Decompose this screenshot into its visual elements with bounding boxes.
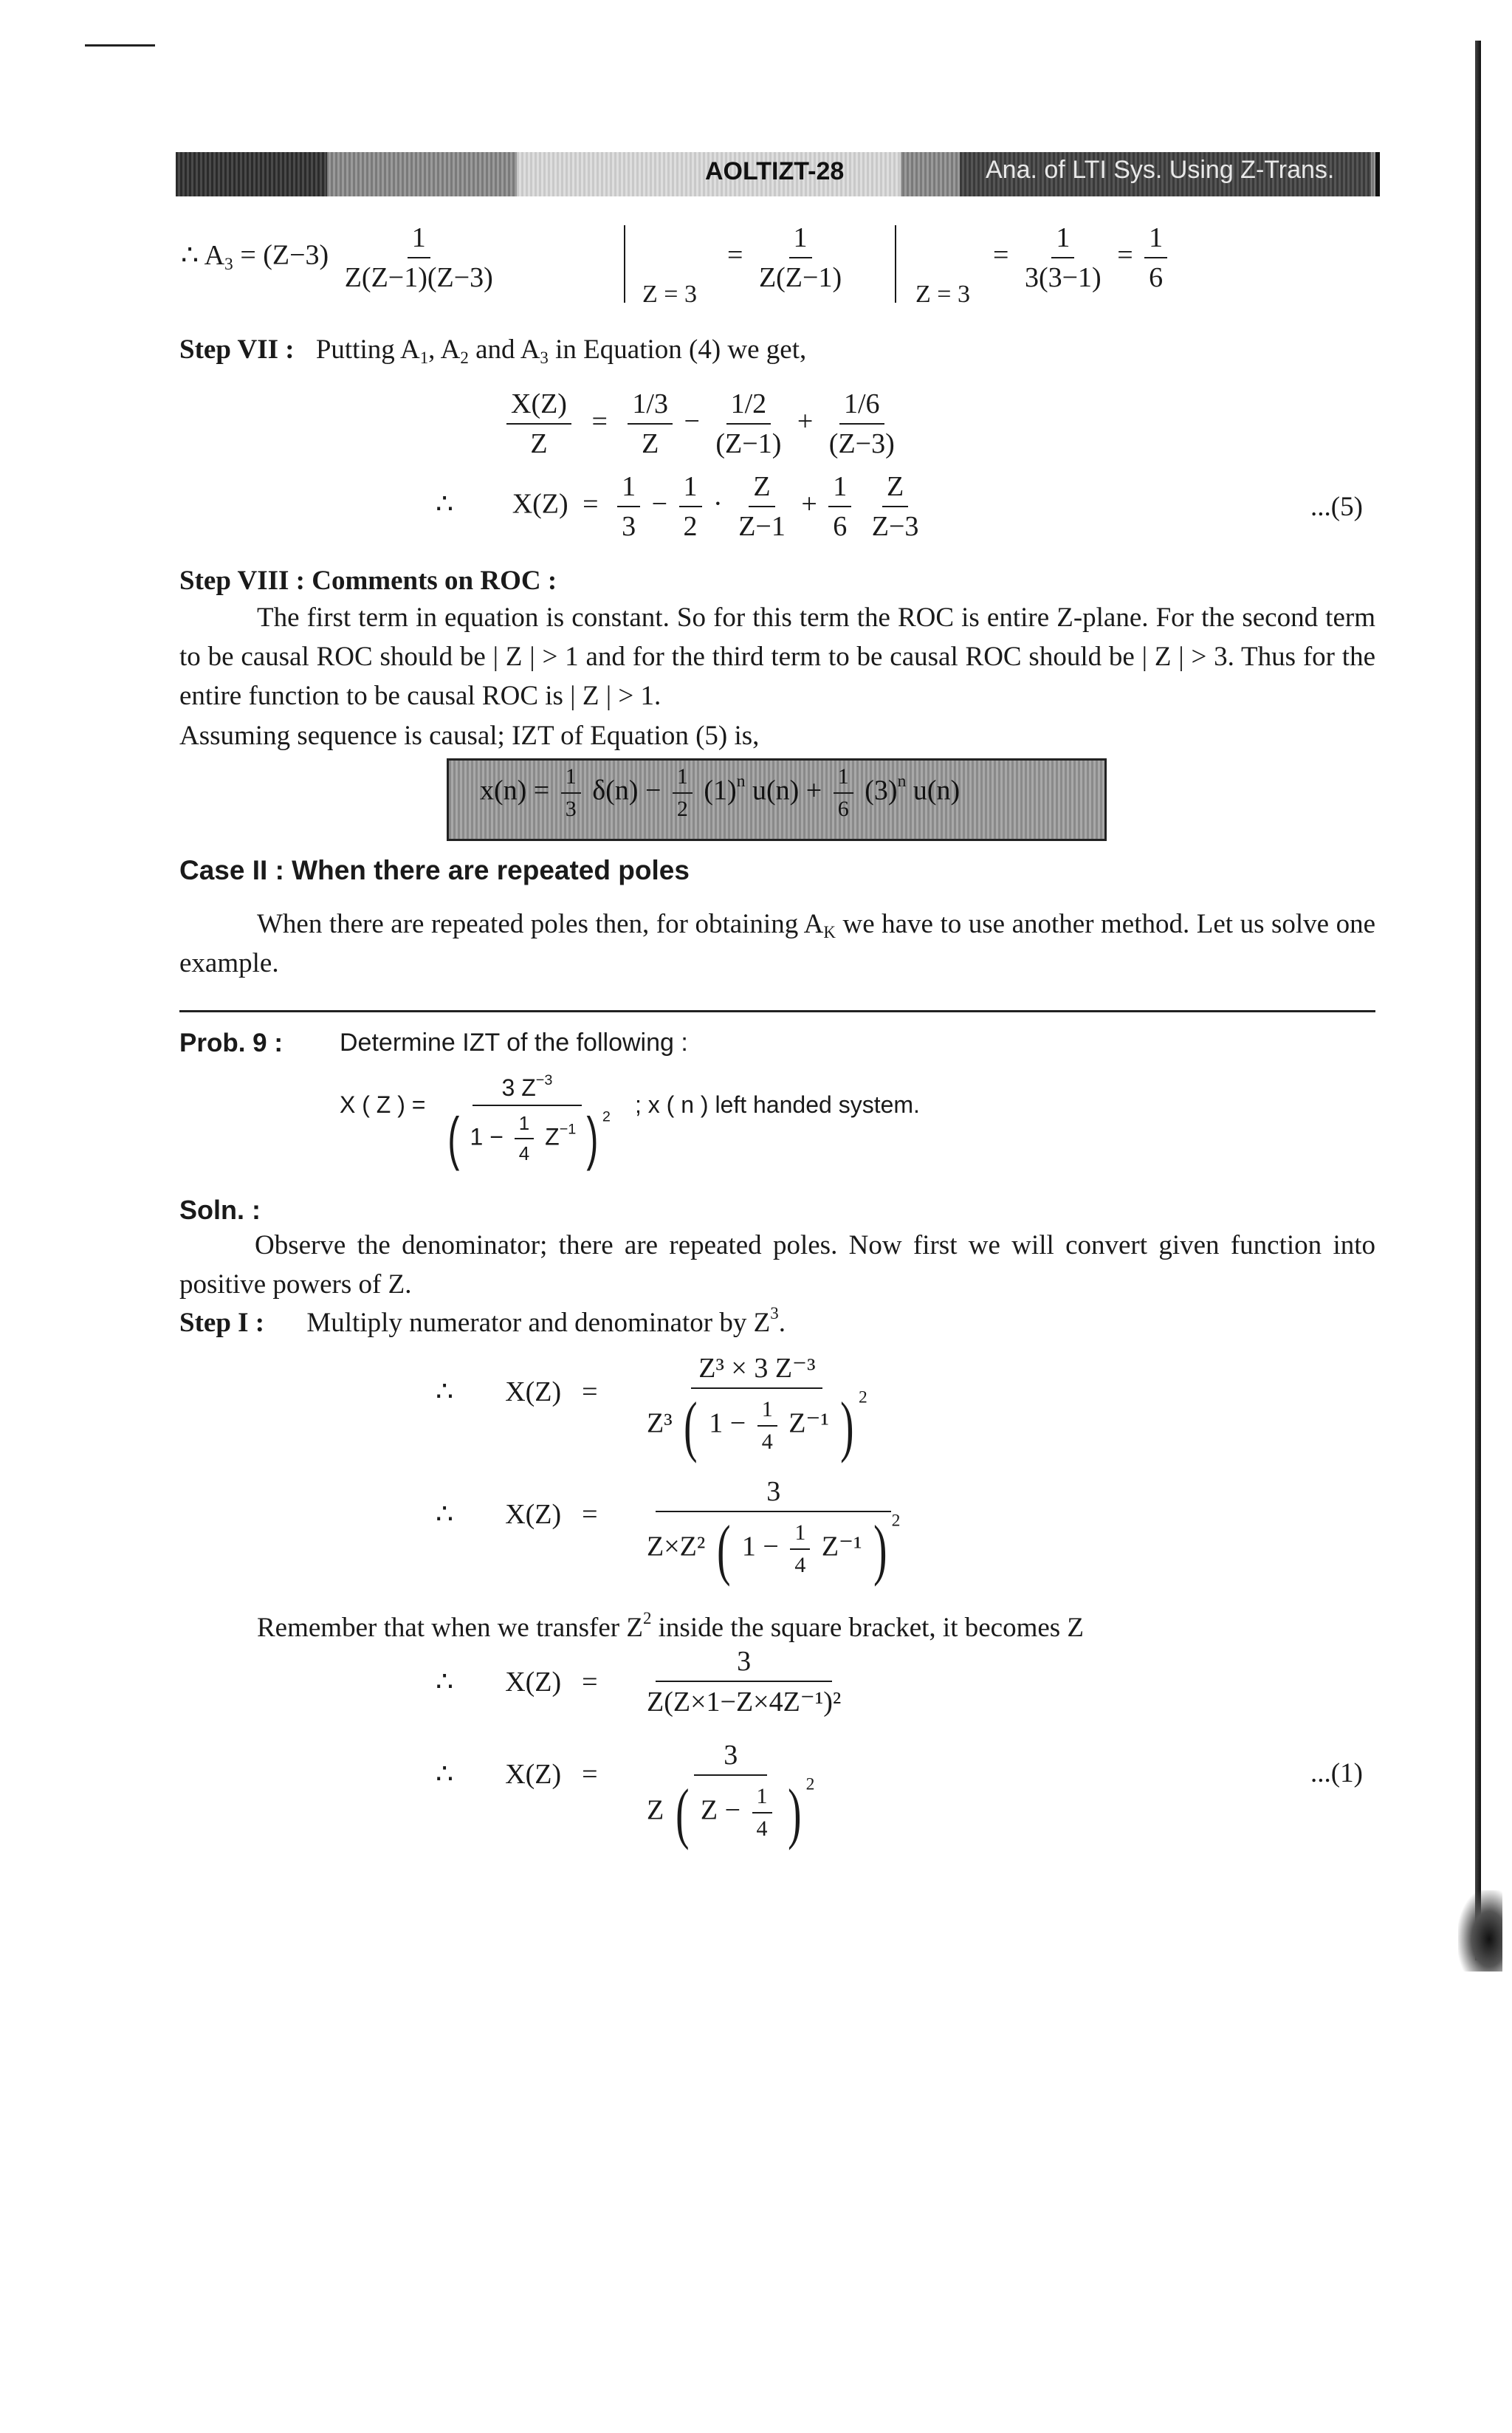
- eq-xz-over-z: $\frac{X(Z)}{Z}$ = $\frac{1/3}{Z}$ − $\frac{1/2}{(Z-1)}$ + $\frac{1/6}{(Z-3)}$: [502, 388, 904, 460]
- eval-bar-2: [895, 225, 896, 303]
- term3-frac: $\frac{1/6}{(Z-3)}$: [828, 388, 895, 459]
- a3-eval-1: Z = 3: [642, 281, 697, 308]
- term1-frac: $\frac{1/3}{Z}$: [628, 388, 673, 460]
- eq-step1-a-lhs: ∴ X(Z) =: [436, 1376, 598, 1407]
- section-divider: [179, 1010, 1375, 1012]
- scan-edge-smudge: [1458, 1890, 1502, 1972]
- term2-frac: $\frac{1/2}{(Z-1)}$: [715, 388, 782, 459]
- step8-heading: Step VIII : Comments on ROC :: [179, 566, 557, 596]
- a3-lhs: ∴ $A_3$: [181, 239, 233, 274]
- soln-paragraph: Observe the denominator; there are repeated poles. Now first we will convert given function into positive powers of Z.: [179, 1230, 1375, 1300]
- scan-edge-shadow: [1475, 41, 1481, 1960]
- step7-line: [179, 334, 806, 366]
- prob9-suffix: ; x ( n ) left handed system.: [635, 1091, 920, 1118]
- eq-step1-b-lhs: ∴ X(Z) =: [436, 1499, 598, 1530]
- eval-bar-1: [624, 225, 625, 303]
- soln-label: Soln. :: [179, 1195, 261, 1225]
- step1-label: Step I :: [179, 1308, 265, 1338]
- case2-heading: Case II : When there are repeated poles: [179, 855, 690, 885]
- eq-d-frac: 3 Z ( Z − $\frac{1}{4}$ ) $^2$: [647, 1740, 815, 1850]
- remember-line: Remember that when we transfer $Z^2$ inside the square bracket, it becomes Z: [257, 1608, 1085, 1643]
- eq-c-frac: $\frac{3}{\text{Z(Z×1−Z×4Z⁻¹)²}}$: [647, 1646, 842, 1717]
- header-chapter-title: Ana. of LTI Sys. Using Z-Trans.: [986, 156, 1335, 184]
- eq-d-lhs: ∴ X(Z) =: [436, 1759, 598, 1790]
- prob9-lhs: X ( Z ) =: [340, 1091, 426, 1118]
- a3-frac-4: $\frac{1}{6}$: [1144, 222, 1167, 294]
- prob9-text: Determine IZT of the following :: [340, 1029, 688, 1057]
- lhs-frac: $\frac{X(Z)}{Z}$: [506, 388, 571, 460]
- scan-mark-top-left: [85, 44, 155, 47]
- step1-text: Multiply numerator and denominator by $Z^3$.: [306, 1303, 786, 1338]
- step7-label: Step VII :: [179, 334, 295, 365]
- prob9-fraction: 3 $Z^{-3}$ ( 1 − $\frac{1}{4}$ $Z^{-1}$ ) $^2$: [447, 1072, 611, 1171]
- prob9-label: Prob. 9 :: [179, 1029, 284, 1057]
- equation-1-tag: ...(1): [1310, 1758, 1363, 1788]
- step8-paragraph-2: Assuming sequence is causal; IZT of Equation (5) is,: [179, 721, 760, 751]
- eq-c-lhs: ∴ X(Z) =: [436, 1667, 598, 1698]
- eq-step1-a-frac: Z³ × 3 Z⁻³ Z³ ( 1 − $\frac{1}{4}$ Z⁻¹ ) $^2$: [647, 1353, 867, 1463]
- result-equation: x(n) = $\frac{1}{3}$ δ(n) − $\frac{1}{2}$ $(1)^n$ u(n) + $\frac{1}{6}$ $(3)^n$ u(n): [480, 764, 961, 821]
- a3-eval-2: Z = 3: [915, 281, 970, 308]
- step1-line: [179, 1303, 786, 1339]
- a3-frac-1: $\frac{1}{Z(Z-1)(Z-3)}$: [344, 222, 493, 293]
- a3-frac-2-group: = $\frac{1}{Z(Z-1)}$: [727, 222, 850, 294]
- equation-5: ∴ X(Z) = $\frac{1}{3}$ − $\frac{1}{2}$ · $\frac{Z}{Z-1}$ + $\frac{1}{6}$ $\frac{Z}{Z-3}$: [436, 471, 919, 542]
- equation-5-tag: ...(5): [1310, 492, 1363, 522]
- eq-step1-b-frac: 3 Z×Z² ( 1 − $\frac{1}{4}$ Z⁻¹ ) $^2$: [647, 1476, 901, 1587]
- step7-text: Putting $A_1$, $A_2$ and $A_3$ in Equation (4) we get,: [315, 334, 807, 367]
- step8-paragraph: The first term in equation is constant. So for this term the ROC is entire Z-plane. For the second term to be causal ROC should be | Z | > 1 and for the third term to be causal ROC should be | Z | > 3. Thus for the entire function to be causal ROC is | Z | > 1.: [179, 603, 1375, 711]
- case2-paragraph: When there are repeated poles then, for obtaining $A_K$ we have to use another method. Let us solve one example.: [179, 909, 1375, 978]
- header-left-dark: [176, 152, 327, 196]
- a3-frac-3-group: = $\frac{1}{3(3-1)}$ = $\frac{1}{6}$: [993, 222, 1172, 294]
- header-code: AOLTIZT-28: [705, 157, 845, 185]
- a3-frac-2: $\frac{1}{Z(Z-1)}$: [758, 222, 842, 293]
- a3-frac-3: $\frac{1}{3(3-1)}$: [1024, 222, 1102, 293]
- a3-equation: ∴ $A_3 = (Z-3)$ $\frac{1}{Z(Z-1)(Z-3)}$: [181, 222, 502, 294]
